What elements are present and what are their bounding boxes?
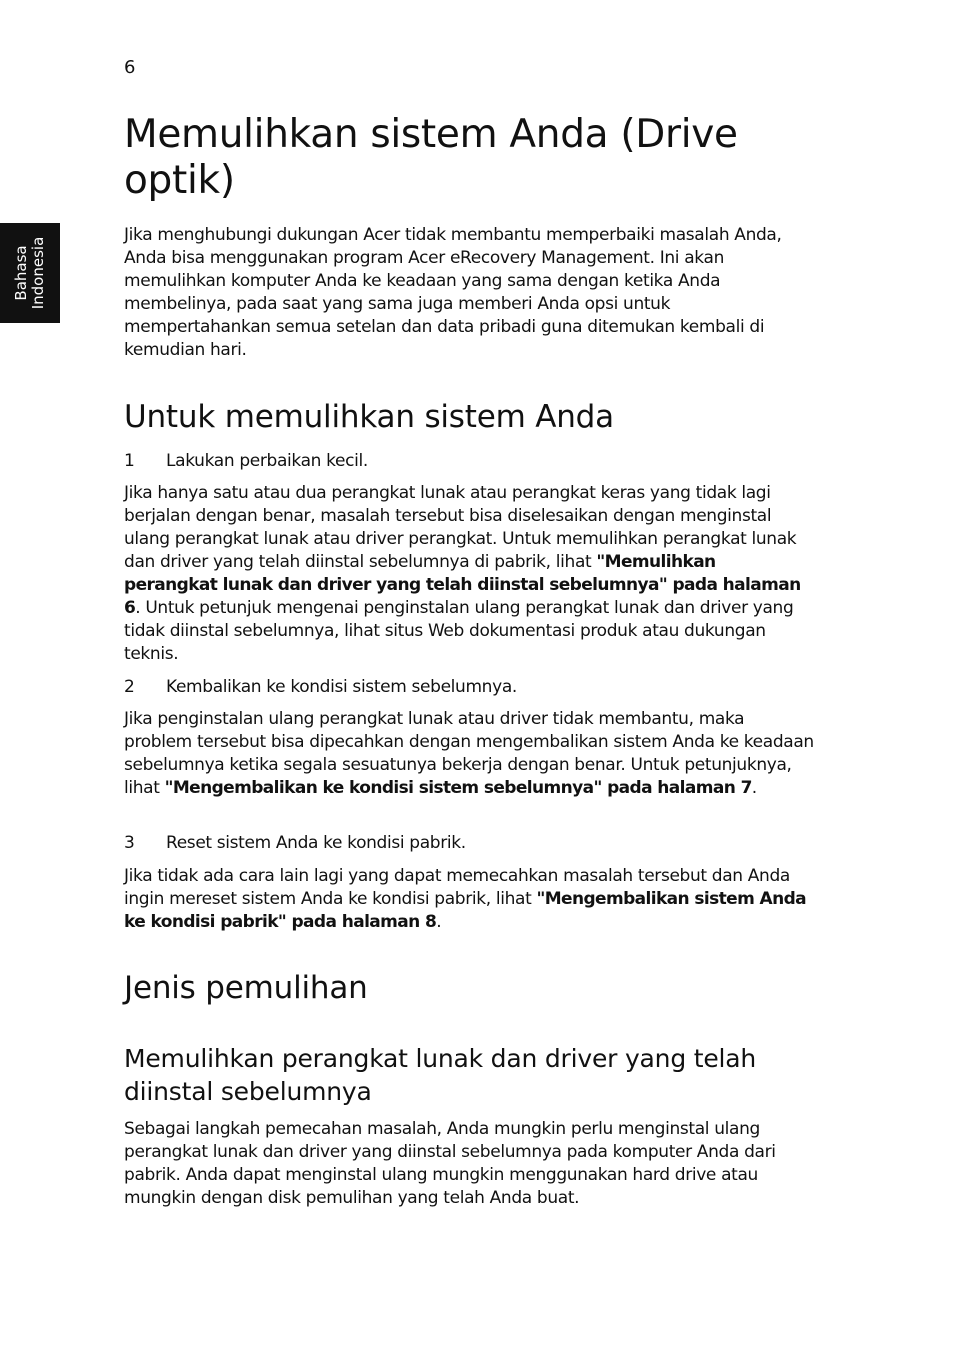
step-3-number: 3 bbox=[124, 833, 135, 853]
language-side-tab-label bbox=[13, 237, 47, 310]
step-3-description bbox=[124, 865, 814, 934]
page-title: Memulihkan sistem Anda (Drive optik) bbox=[124, 112, 738, 203]
step-1-text-end: . Untuk petunjuk mengenai penginstalan ulang perangkat lunak dan driver yang tidak diinstal sebelumnya, lihat situs Web dokumentasi produk atau dukungan teknis. bbox=[124, 598, 794, 664]
step-3-text-end: . bbox=[436, 912, 442, 932]
step-2-label: Kembalikan ke kondisi sistem sebelumnya. bbox=[166, 677, 517, 697]
step-1-cross-reference-link[interactable]: "Memulihkan perangkat lunak dan driver yang telah diinstal sebelumnya" pada halaman 6 bbox=[124, 552, 801, 618]
side-tab-line-1: Bahasa bbox=[12, 245, 30, 301]
step-3-cross-reference-link[interactable]: "Mengembalikan sistem Anda ke kondisi pabrik" pada halaman 8 bbox=[124, 889, 807, 932]
section-heading-restore-system: Untuk memulihkan sistem Anda bbox=[124, 399, 614, 435]
step-2-text-end: . bbox=[751, 778, 757, 798]
step-1-number: 1 bbox=[124, 451, 135, 471]
step-2-text: Jika penginstalan ulang perangkat lunak atau driver tidak membantu, maka problem tersebut bisa dipecahkan dengan mengembalikan sistem Anda ke keadaan sebelumnya ketika segala sesuatunya bekerja dengan benar. Untuk petunjuknya, lihat bbox=[124, 709, 814, 798]
side-tab-line-2: Indonesia bbox=[29, 236, 47, 310]
step-2-description bbox=[124, 708, 814, 800]
step-1-text: Jika hanya satu atau dua perangkat lunak atau perangkat keras yang tidak lagi berjalan dengan benar, masalah tersebut bisa diselesaikan dengan menginstal ulang perangkat lunak atau driver perangkat. Untuk memulihkan perangkat lunak dan driver yang telah diinstal sebelumnya di pabrik, lihat bbox=[124, 483, 797, 572]
step-1-description bbox=[124, 482, 814, 666]
language-side-tab bbox=[0, 223, 60, 323]
step-2-cross-reference-link[interactable]: "Mengembalikan ke kondisi sistem sebelumnya" pada halaman 7 bbox=[164, 778, 752, 798]
reinstall-software-paragraph: Sebagai langkah pemecahan masalah, Anda mungkin perlu menginstal ulang perangkat lunak dan driver yang diinstal sebelumnya pada komputer Anda dari pabrik. Anda dapat menginstal ulang mungkin menggunakan hard drive atau mungkin dengan disk pemulihan yang telah Anda buat. bbox=[124, 1119, 776, 1208]
subsection-heading-reinstall-software: Memulihkan perangkat lunak dan driver yang telah diinstal sebelumnya bbox=[124, 1044, 757, 1106]
page-number: 6 bbox=[124, 57, 136, 78]
step-3-label: Reset sistem Anda ke kondisi pabrik. bbox=[166, 833, 466, 853]
step-2-number: 2 bbox=[124, 677, 135, 697]
intro-paragraph: Jika menghubungi dukungan Acer tidak membantu memperbaiki masalah Anda, Anda bisa menggunakan program Acer eRecovery Management. Ini akan memulihkan komputer Anda ke keadaan yang sama dengan ketika Anda membelinya, pada saat yang sama juga memberi Anda opsi untuk mempertahankan semua setelan dan data pribadi guna ditemukan kembali di kemudian hari. bbox=[124, 225, 782, 360]
step-3-text: Jika tidak ada cara lain lagi yang dapat memecahkan masalah tersebut dan Anda ingin mereset sistem Anda ke kondisi pabrik, lihat bbox=[124, 866, 790, 909]
section-heading-recovery-types: Jenis pemulihan bbox=[124, 970, 368, 1006]
step-1-label: Lakukan perbaikan kecil. bbox=[166, 451, 368, 471]
